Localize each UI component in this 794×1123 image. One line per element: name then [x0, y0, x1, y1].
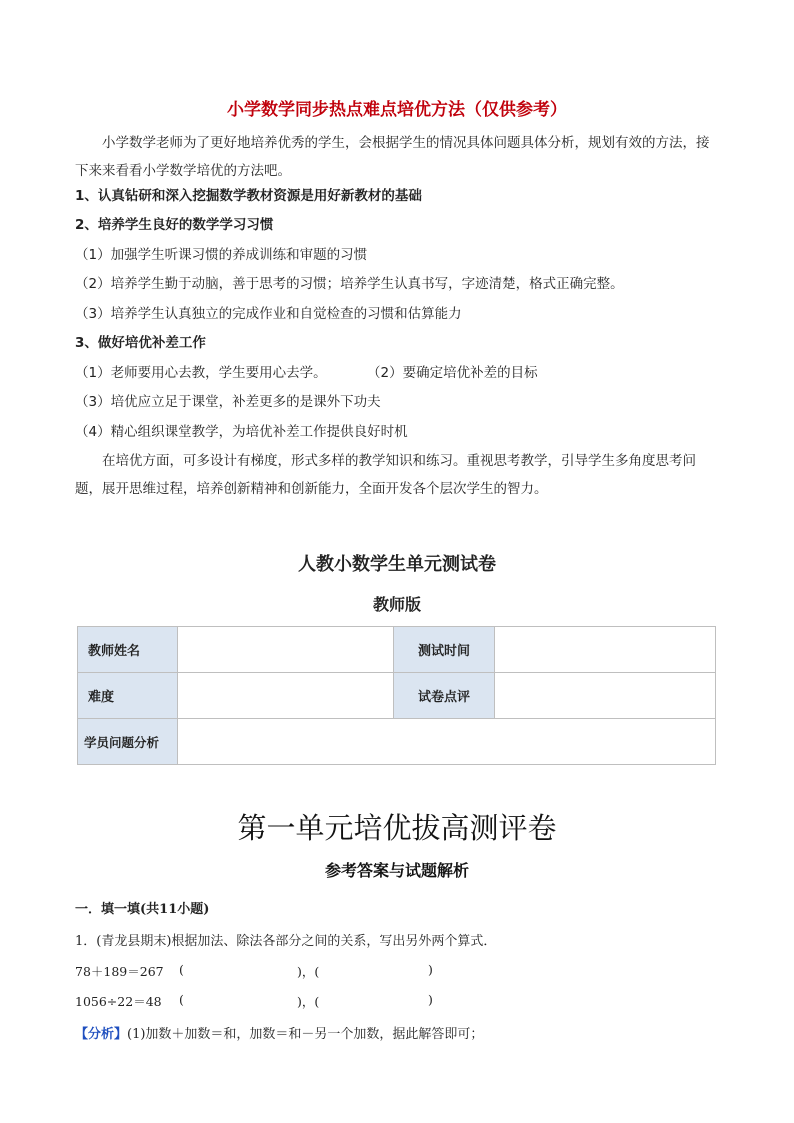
- exam-header-subtitle: 教师版: [372, 595, 421, 614]
- student-analysis-field[interactable]: [178, 719, 716, 765]
- blank-close: ): [428, 962, 433, 977]
- intro-paragraph-2: 在培优方面，可多设计有梯度，形式多样的教学知识和练习。重视思考教学，引导学生多角度思考问题，展开思维过程，培养创新精神和创新能力，全面开发各个层次学生的智力。: [75, 453, 696, 497]
- list-item: （2）培养学生勤于动脑，善于思考的习惯；培养学生认真书写，字迹清楚，格式正确完整。: [75, 276, 624, 292]
- difficulty-field[interactable]: [178, 673, 394, 719]
- teacher-info-table: [77, 626, 716, 765]
- blank-close: ): [428, 992, 433, 1007]
- analysis-tag: 【分析】: [75, 1027, 128, 1042]
- heading-3: 3、做好培优补差工作: [75, 335, 206, 351]
- analysis-text: (1)加数＋加数＝和，加数＝和－另一个加数，据此解答即可；: [127, 1027, 484, 1042]
- heading-1: 1、认真钻研和深入挖掘数学教材资源是用好新教材的基础: [75, 188, 422, 204]
- blank-mid: )，(: [297, 964, 320, 979]
- exam-subtitle: 参考答案与试题解析: [324, 861, 469, 880]
- difficulty-label: 难度: [78, 673, 178, 719]
- exam-header-title: 人教小数学生单元测试卷: [298, 554, 496, 575]
- equation-2: 1056÷22＝48: [75, 994, 162, 1009]
- list-item: （1）加强学生听课习惯的养成训练和审题的习惯: [75, 247, 368, 263]
- heading-2: 2、培养学生良好的数学学习习惯: [75, 217, 274, 233]
- intro-paragraph: 小学数学老师为了更好地培养优秀的学生，会根据学生的情况具体问题具体分析，规划有效的方法，接下来来看看小学数学培优的方法吧。: [75, 135, 710, 179]
- blank-open: (: [179, 992, 184, 1007]
- list-item: （2）要确定培优补差的目标: [367, 365, 538, 381]
- teacher-name-field[interactable]: [178, 627, 394, 673]
- equation-1: 78＋189＝267: [75, 964, 164, 979]
- list-item: （1）老师要用心去教，学生要用心去学。: [75, 365, 327, 381]
- exam-title: 第一单元培优拔高测评卷: [237, 811, 557, 845]
- question-1: 1．(青龙县期末)根据加法、除法各部分之间的关系，写出另外两个算式．: [75, 934, 497, 949]
- paper-review-label: 试卷点评: [394, 673, 495, 719]
- list-item: （3）培养学生认真独立的完成作业和自觉检查的习惯和估算能力: [75, 306, 462, 322]
- teacher-name-label: 教师姓名: [78, 627, 178, 673]
- blank-open: (: [179, 962, 184, 977]
- test-time-label: 测试时间: [394, 627, 495, 673]
- student-analysis-label: 学员问题分析: [78, 719, 178, 765]
- test-time-field[interactable]: [495, 627, 716, 673]
- list-item: （3）培优应立足于课堂，补差更多的是课外下功夫: [75, 394, 381, 410]
- paper-review-field[interactable]: [495, 673, 716, 719]
- analysis-line: [75, 1023, 483, 1042]
- section-heading: 一．填一填(共11小题): [75, 902, 210, 917]
- list-item: （4）精心组织课堂教学，为培优补差工作提供良好时机: [75, 424, 408, 440]
- blank-mid: )，(: [297, 994, 320, 1009]
- page-title: 小学数学同步热点难点培优方法（仅供参考）: [227, 100, 567, 120]
